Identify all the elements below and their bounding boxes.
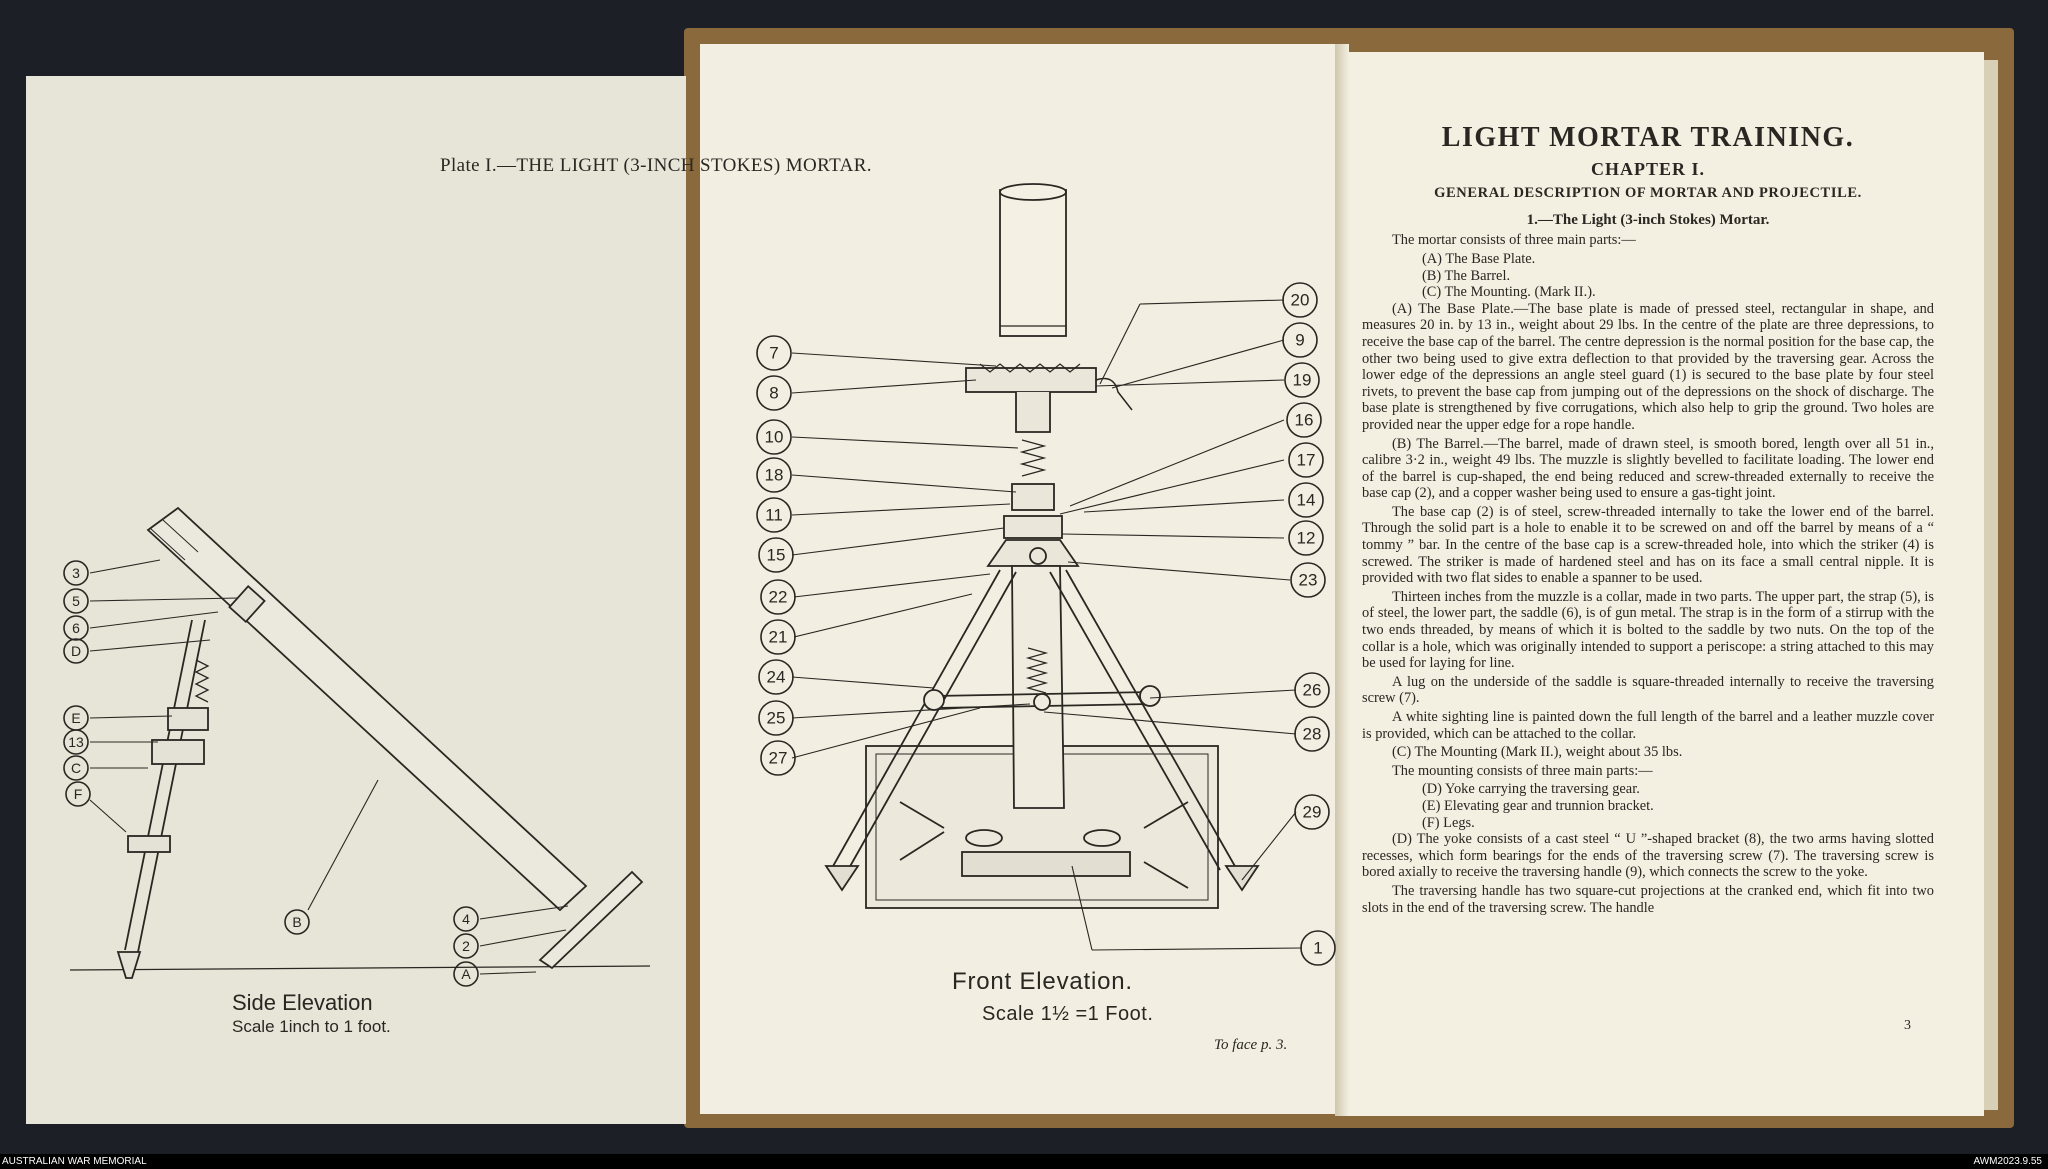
callout-26 [1295,673,1329,707]
mounting-part-item: (D) Yoke carrying the traversing gear. [1422,781,1640,798]
svg-text:E: E [71,710,81,726]
svg-text:12: 12 [1296,528,1316,548]
svg-text:15: 15 [766,545,786,565]
chapter-subtitle: GENERAL DESCRIPTION OF MORTAR AND PROJECTILE. [1434,185,1862,202]
sighting-paragraph: A white sighting line is painted down the full length of the barrel and a leather muzzle cover is provided, which can be attached to the collar. [1362,709,1934,742]
callout-17 [1289,443,1323,477]
svg-text:A: A [461,966,471,982]
front-elevation-drawing [826,184,1258,908]
callout-14 [1289,483,1323,517]
barrel-paragraph: (B) The Barrel.—The barrel, made of drawn steel, is smooth bored, length over all 51 in., calibre 3·2 in., weight 49 lbs. The muzzle is slightly bevelled to facilitate loading. The lower end of the barrel is cup-shaped, the end being reduced and screw-threaded externally to receive the base cap (2), and a copper washer being used to ensure a gas-tight joint. [1362,435,1934,502]
plate-title: Plate I.—THE LIGHT (3-INCH STOKES) MORTAR. [440,155,872,176]
mounting-intro: The mounting consists of three main parts:— [1392,762,1653,779]
svg-text:19: 19 [1292,370,1312,390]
facing-page-note: To face p. 3. [1214,1037,1288,1053]
callout-E [64,706,88,730]
svg-text:9: 9 [1295,330,1305,350]
archive-reference: AWM2023.9.55 [1973,1156,2042,1167]
svg-text:11: 11 [765,505,783,525]
svg-text:7: 7 [769,343,779,363]
callout-2 [454,934,478,958]
svg-text:3: 3 [72,565,80,581]
callout-4 [454,907,478,931]
svg-text:26: 26 [1302,680,1322,700]
callout-9 [1283,323,1317,357]
book-title: LIGHT MORTAR TRAINING. [1441,122,1855,153]
callout-19 [1285,363,1319,397]
callout-6 [64,616,88,640]
callout-20 [1283,283,1317,317]
chapter-heading: CHAPTER I. [1590,158,1705,179]
svg-text:C: C [70,760,82,776]
callout-F [66,782,90,806]
svg-text:10: 10 [764,427,784,447]
callout-13 [64,730,88,754]
callout-27 [761,741,795,775]
callout-D [64,639,88,663]
svg-text:21: 21 [768,627,788,647]
callout-11 [757,498,791,532]
callout-5 [64,589,88,613]
part-item: (B) The Barrel. [1422,267,1511,284]
callout-B [285,910,309,934]
front-elevation-title: Front Elevation. [952,968,1133,995]
front-left-callouts [757,336,795,775]
archive-credit: AUSTRALIAN WAR MEMORIAL [2,1156,147,1167]
callout-10 [757,420,791,454]
svg-text:1: 1 [1313,938,1323,958]
collar-paragraph: Thirteen inches from the muzzle is a collar, made in two parts. The upper part, the strap (5), is of steel, the lower part, the saddle (6), is of gun metal. The strap is in the form of a stirrup with the two ends threaded, by means of which it is bolted to the saddle by two nuts. On the top of the collar is a hole, which was originally intended to support a periscope: a string attached to this may be used for laying for line. [1362,588,1934,672]
svg-text:27: 27 [768,748,788,768]
callout-28 [1295,717,1329,751]
callout-1 [1301,931,1335,965]
mounting-part-item: (E) Elevating gear and trunnion bracket. [1422,797,1654,814]
base-cap-paragraph: The base cap (2) is of steel, screw-threaded internally to take the lower end of the barrel. Through the solid part is a hole to enable it to be screwed on and off the barrel by means of a “ tommy ” bar. In the centre of the base cap is a screw-threaded hole, into which the striker (4) is screwed. The striker is made of hardened steel and has on its face a small central nipple. It is provided with two flat sides to enable a spanner to be used. [1362,503,1934,587]
svg-text:D: D [70,643,82,659]
callout-C [64,756,88,780]
svg-text:F: F [73,786,83,802]
callout-22 [761,580,795,614]
part-item: (C) The Mounting. (Mark II.). [1422,284,1596,301]
callout-16 [1287,403,1321,437]
callout-29 [1295,795,1329,829]
callout-A [454,962,478,986]
svg-text:24: 24 [766,667,786,687]
callout-15 [759,538,793,572]
yoke-paragraph: (D) The yoke consists of a cast steel “ U ”-shaped bracket (8), the two arms having slotted recesses, which form bearings for the ends of the traversing screw (7). The traversing screw is bored axially to receive the traversing handle (9), which connects the screw to the yoke. [1362,831,1934,881]
callout-23 [1291,563,1325,597]
lug-paragraph: A lug on the underside of the saddle is square-threaded internally to receive the traversing screw (7). [1362,673,1934,707]
svg-text:20: 20 [1290,290,1310,310]
callout-8 [757,376,791,410]
side-elevation-title: Side Elevation [232,990,373,1015]
side-elevation-drawing [70,508,650,978]
svg-text:22: 22 [768,587,788,607]
svg-text:14: 14 [1296,490,1316,510]
mounting-part-item: (F) Legs. [1422,814,1475,831]
svg-text:29: 29 [1302,802,1322,822]
svg-text:18: 18 [764,465,784,485]
callout-12 [1289,521,1323,555]
svg-text:6: 6 [72,620,80,636]
callout-21 [761,620,795,654]
page-number: 3 [1904,1018,1911,1033]
front-elevation-scale: Scale 1½ =1 Foot. [982,1003,1154,1025]
intro-paragraph: The mortar consists of three main parts:— [1392,232,1636,249]
svg-text:25: 25 [766,708,786,728]
svg-text:13: 13 [68,734,84,750]
chapter-text-column [1362,124,1934,918]
handle-paragraph: The traversing handle has two square-cut projections at the cranked end, which fit into two slots in the end of the traversing screw. The handle [1362,882,1934,916]
svg-text:17: 17 [1296,450,1316,470]
section-heading: 1.—The Light (3-inch Stokes) Mortar. [1526,211,1770,228]
svg-text:5: 5 [72,593,80,609]
svg-text:8: 8 [769,383,779,403]
base-plate-paragraph: (A) The Base Plate.—The base plate is made of pressed steel, rectangular in shape, and measures 20 in. by 13 in., weight about 29 lbs. In the centre of the plate are three depressions, to receive the base cap of the barrel. The centre depression is the normal position for the base cap, the other two being used to give extra deflection to that provided by the traversing gear. Across the lower edge of the depressions an angle steel guard (1) is secured to the base plate by four steel rivets, to prevent the base cap from jumping out of the depressions on the shock of discharge. The base plate is strengthened by five corrugations, which also help to grip the ground. Two holes are provided near the upper edge for a rope handle. [1362,300,1934,433]
front-right-callouts [1283,283,1335,965]
callout-24 [759,660,793,694]
svg-text:23: 23 [1298,570,1318,590]
callout-18 [757,458,791,492]
callout-3 [64,561,88,585]
svg-text:16: 16 [1294,410,1314,430]
callout-25 [759,701,793,735]
svg-text:B: B [292,914,302,930]
svg-text:2: 2 [462,938,470,954]
side-elevation-scale: Scale 1inch to 1 foot. [232,1017,391,1036]
svg-text:28: 28 [1302,724,1322,744]
footer-bar [0,1154,2048,1169]
callout-7 [757,336,791,370]
svg-text:4: 4 [462,911,470,927]
part-item: (A) The Base Plate. [1422,250,1536,267]
mounting-paragraph: (C) The Mounting (Mark II.), weight about 35 lbs. [1392,744,1683,761]
